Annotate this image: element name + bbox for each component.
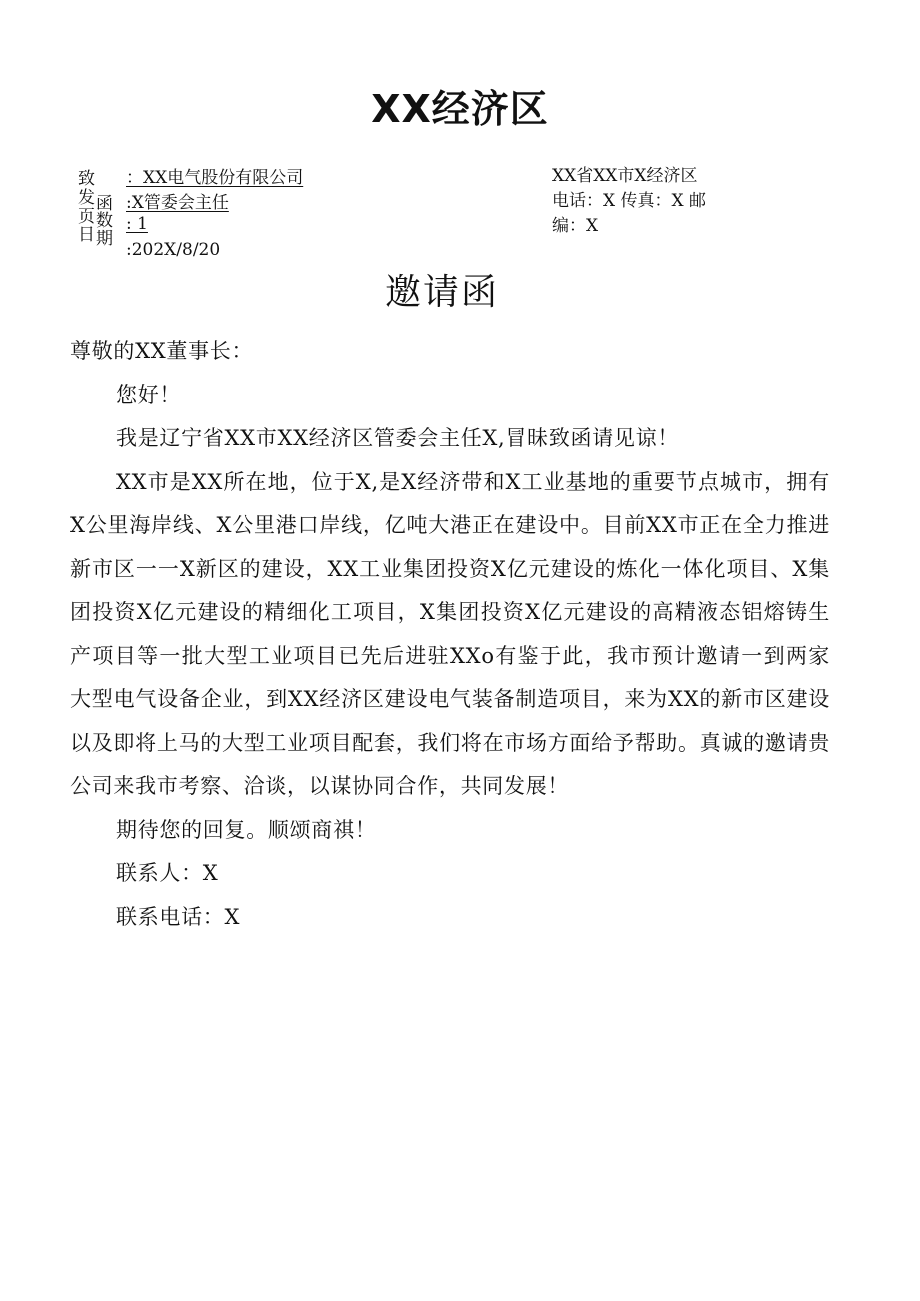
greeting: 您好！	[116, 382, 182, 407]
meta-label-from-2: 函	[96, 194, 113, 214]
contact-person: 联系人：X	[116, 861, 219, 885]
meta-label-pages-2: 数	[96, 211, 113, 231]
closing-line: 期待您的回复。顺颂商祺！	[116, 817, 377, 842]
letter-body	[70, 330, 830, 939]
meta-value-to: ：XX电气股份有限公司	[126, 168, 304, 188]
address-line-3: 编：X	[552, 216, 599, 236]
main-paragraph: XX市是XX所在地，位于X,是X经济带和X工业基地的重要节点城市，拥有X公里海岸线、X公里港口岸线，亿吨大港正在建设中。目前XX市正在全力推进新市区一一X新区的建设，XX工业集团投资X亿元建设的炼化一体化项目、X集团投资X亿元建设的精细化工项目，X集团投资X亿元建设的高精液态铝熔铸生产项目等一批大型工业项目已先后进驻XXo有鉴于此，我市预计邀请一到两家大型电气设备企业，到XX经济区建设电气装备制造项目，来为XX的新市区建设以及即将上马的大型工业项目配套，我们将在市场方面给予帮助。真诚的邀请贵公司来我市考察、洽谈，以谋协同合作，共同发展！	[70, 469, 830, 798]
contact-phone: 联系电话：X	[116, 904, 241, 929]
intro-paragraph: 我是辽宁省XX市XX经济区管委会主任X,冒昧致函请见谅！	[116, 426, 680, 450]
meta-label-pages-1: 页	[78, 207, 95, 227]
meta-label-date-2: 期	[96, 229, 113, 249]
letter-meta-block	[78, 168, 458, 268]
meta-label-to: 致	[78, 169, 95, 189]
meta-label-date-1: 日	[78, 225, 95, 245]
meta-value-from: :X管委会主任	[126, 193, 229, 213]
meta-value-date: :202X/8/20	[126, 240, 221, 260]
sender-address-block	[552, 164, 752, 239]
salutation: 尊敬的XX董事长：	[70, 339, 254, 363]
organization-title: XX经济区	[371, 87, 549, 131]
letter-title: 邀请函	[384, 272, 499, 313]
meta-value-pages: : 1	[126, 214, 148, 234]
address-line-1: XX省XX市X经济区	[552, 166, 698, 186]
meta-label-from-1: 发	[78, 188, 95, 208]
address-line-2: 电话：X 传真：X 邮	[552, 191, 707, 211]
